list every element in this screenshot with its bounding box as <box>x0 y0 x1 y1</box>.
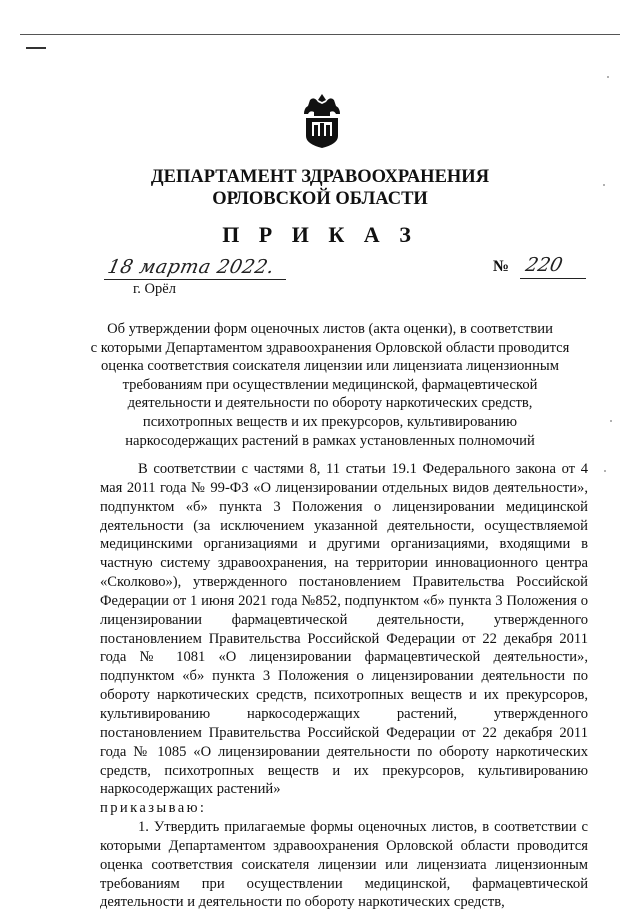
order-subject <box>80 320 580 450</box>
department-name <box>0 166 640 210</box>
city-label: г. Орёл <box>133 281 176 297</box>
number-underline <box>520 278 586 279</box>
subject-line: деятельности и деятельности по обороту наркотических средств, <box>127 395 533 412</box>
scan-speck <box>604 470 606 472</box>
department-line-2: ОРЛОВСКОЙ ОБЛАСТИ <box>212 189 428 209</box>
scan-speck <box>607 76 609 78</box>
order-word: приказываю: <box>100 800 207 817</box>
number-label: № <box>493 258 510 275</box>
preamble-paragraph: В соответствии с частями 8, 11 статьи 19.1 Федерального закона от 4 мая 2011 года № 99-ФЗ «О лицензировании отдельных видов деятельности», подпунктом «б» пункта 3 Положения о лицензировании медицинской деятельности (за исключением указанной деятельности, осуществляемой медицинскими организациями и другими организациями, входящими в частную систему здравоохранения, на территории инновационного центра «Сколково»), утвержденного постановлением Правительства Российской Федерации от 1 июня 2021 года №852, подпунктом «б» пункта 3 Положения о лицензировании фармацевтической деятельности, утвержденного постановлением Правительства Российской Федерации от 22 декабря 2011 года № 1081 «О лицензировании фармацевтической деятельности», подпунктом «б» пункта 3 Положения о лицензировании деятельности по обороту наркотических средств, психотропных веществ и их прекурсоров, культивированию наркосодержащих растений, утвержденного постановлением Правительства Российской Федерации от 22 декабря 2011 года № 1085 «О лицензировании деятельности по обороту наркотических средств, психотропных веществ и их прекурсоров, культивированию наркосодержащих растений» <box>100 461 588 798</box>
item-1-paragraph: 1. Утвердить прилагаемые формы оценочных листов, в соответствии с которыми Департаментом здравоохранения Орловской области проводится оценка соответствия соискателя лицензии или лицензиата лицензионным требованиям при осуществлении медицинской, фармацевтической деятельности и деятельности по обороту наркотических средств, <box>100 819 588 911</box>
coat-of-arms-emblem <box>300 92 344 150</box>
order-body <box>100 460 588 912</box>
scan-speck <box>610 420 612 422</box>
scan-artifact-line <box>20 34 620 35</box>
date-underline <box>104 279 286 280</box>
subject-line: наркосодержащих растений в рамках установленных полномочий <box>125 432 535 449</box>
subject-line: оценка соответствия соискателя лицензии или лицензиата лицензионным <box>101 358 559 375</box>
handwritten-date: 18 марта 2022. <box>105 256 277 278</box>
scan-artifact-mark <box>26 47 46 49</box>
handwritten-number: 220 <box>523 254 565 276</box>
subject-line: требованиям при осуществлении медицинской, фармацевтической <box>122 376 538 393</box>
subject-line: Об утверждении форм оценочных листов (акта оценки), в соответствии <box>107 321 553 337</box>
subject-line: психотропных веществ и их прекурсоров, культивированию <box>142 413 518 430</box>
order-title: П Р И К А З <box>222 222 418 247</box>
subject-line: с которыми Департаментом здравоохранения Орловской области проводится <box>90 339 570 356</box>
department-line-1: ДЕПАРТАМЕНТ ЗДРАВООХРАНЕНИЯ <box>150 167 490 187</box>
